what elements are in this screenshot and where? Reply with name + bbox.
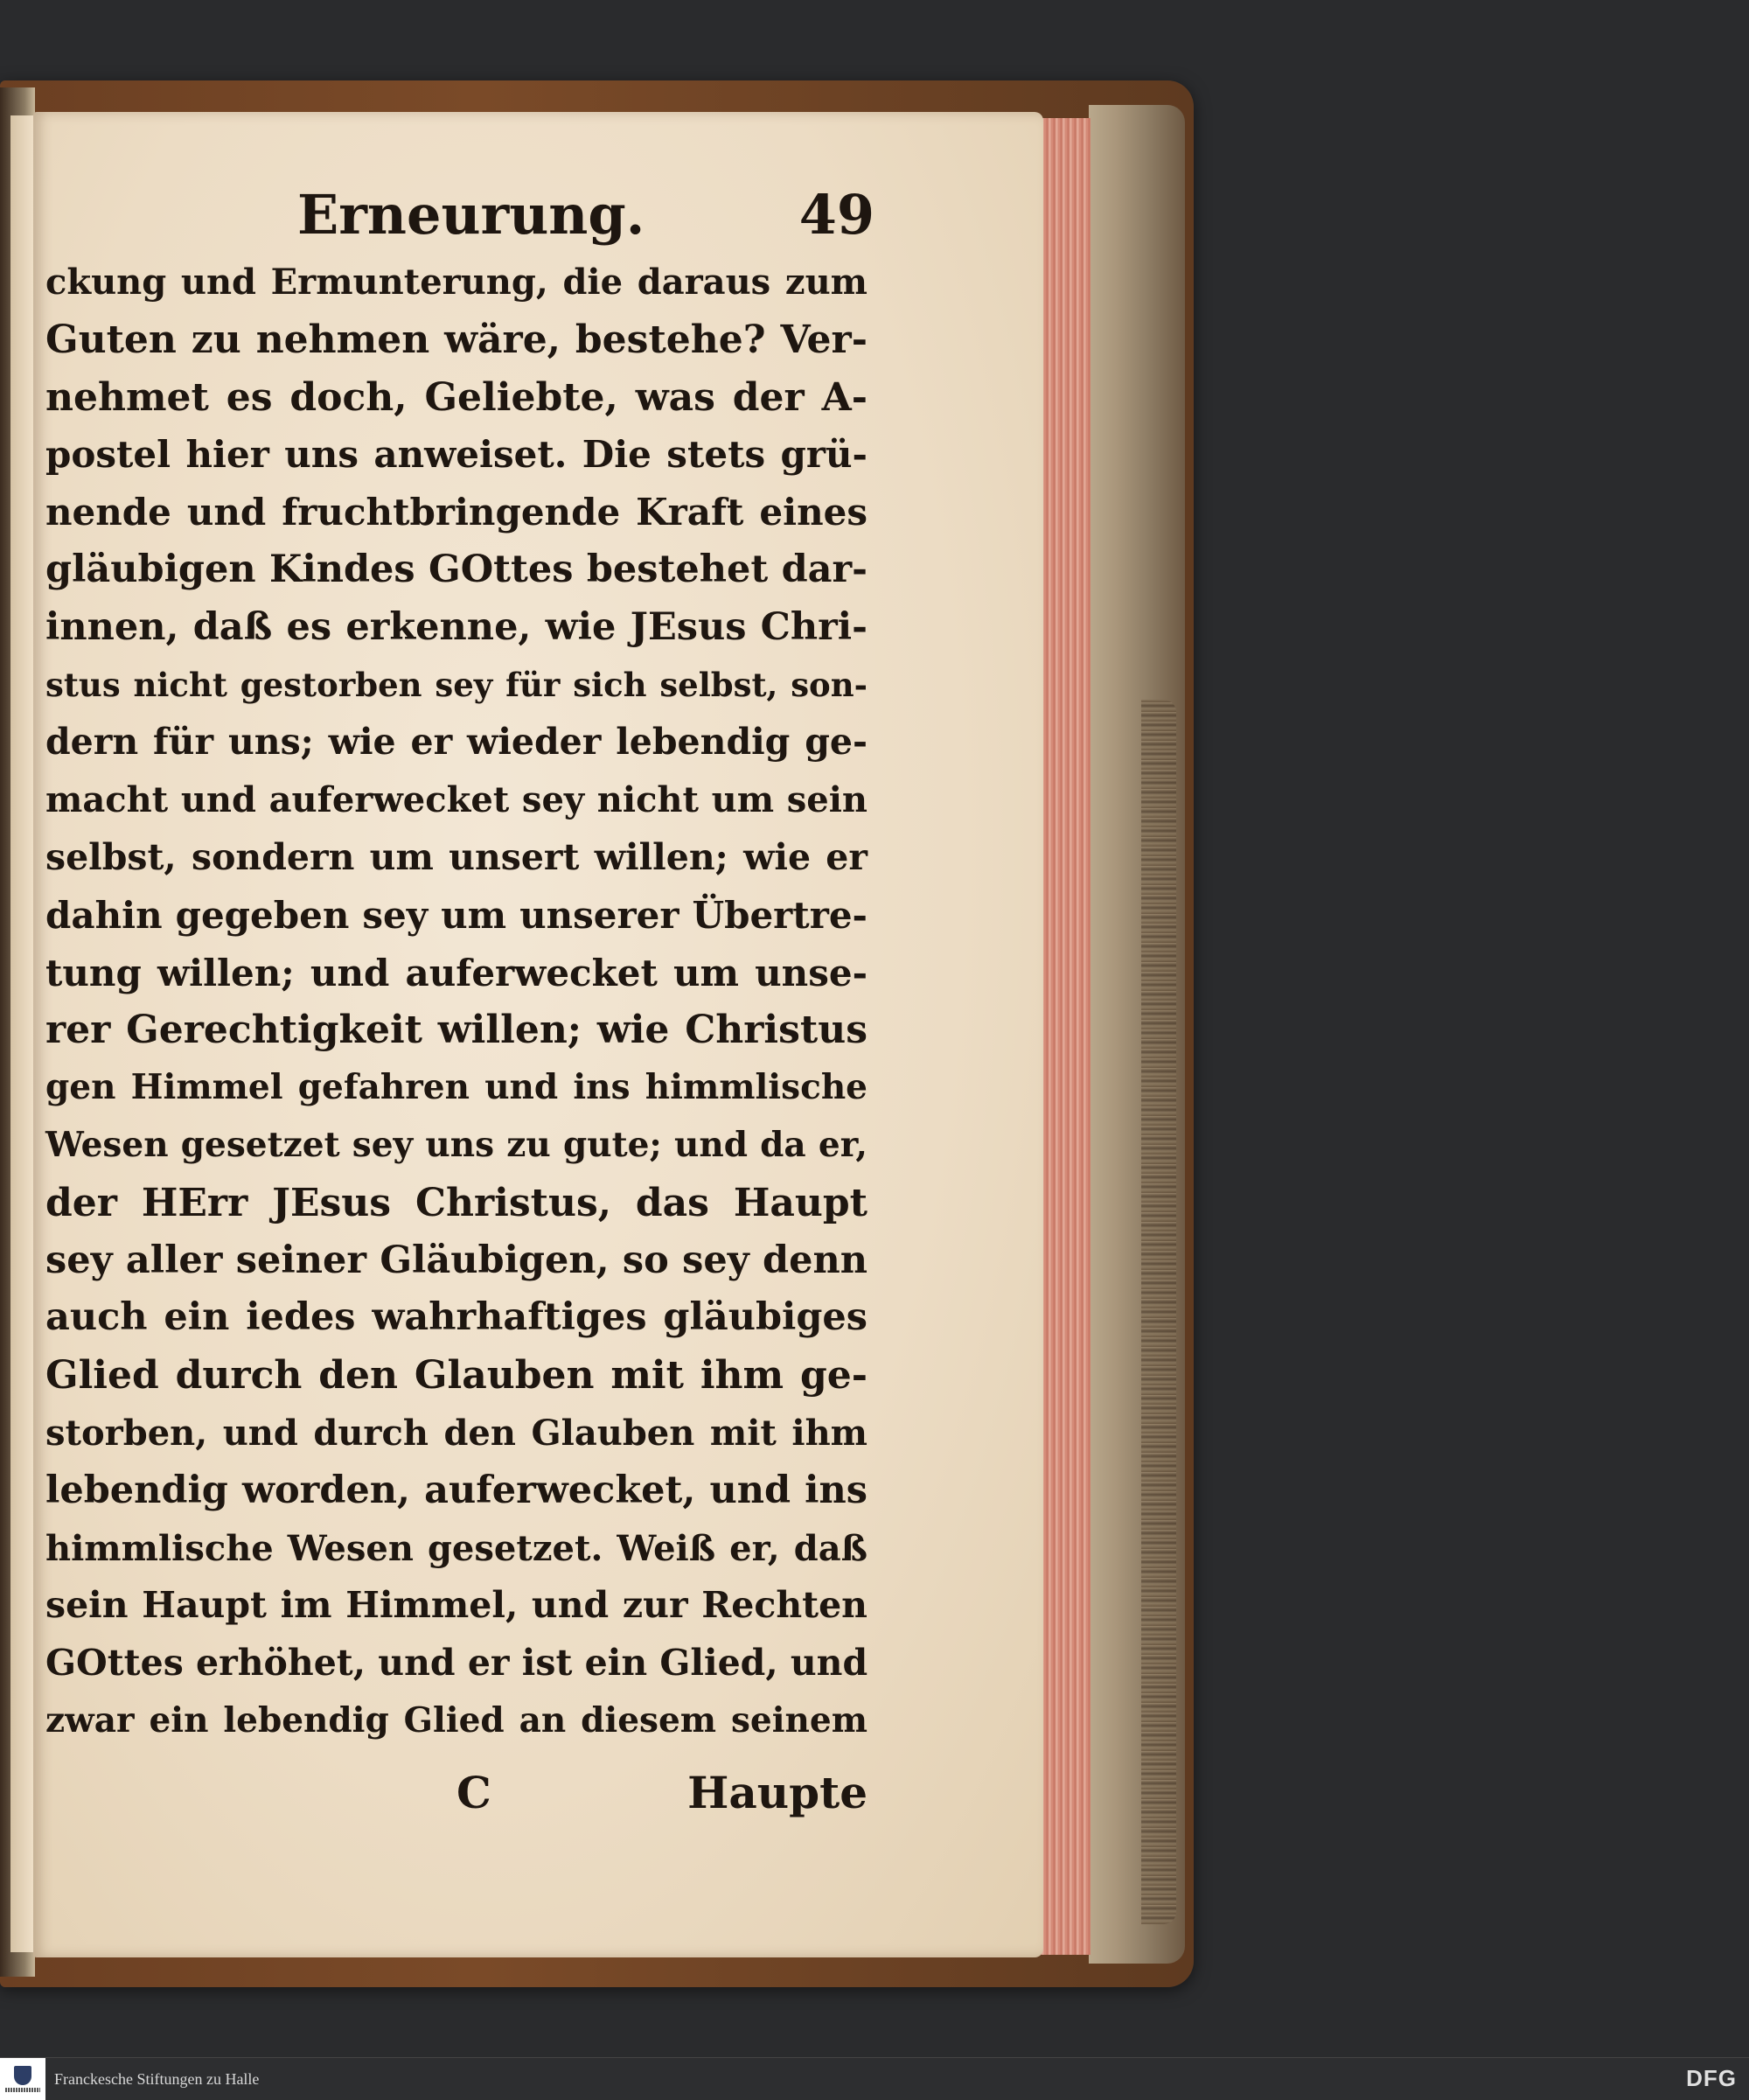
text-line: rer Gerechtigkeit willen; wie Christus — [45, 1008, 868, 1053]
page-body-text — [45, 254, 868, 1750]
text-line: stus nicht gestorben sey für sich selbst, son- — [45, 665, 868, 704]
text-line: Wesen gesetzet sey uns zu gute; und da er, — [45, 1124, 868, 1165]
page-number: 49 — [798, 182, 874, 247]
text-line: lebendig worden, auferwecket, und ins — [45, 1468, 868, 1512]
text-line: nehmet es doch, Geliebte, was der A- — [45, 374, 868, 420]
text-line: Glied durch den Glauben mit ihm ge- — [45, 1353, 868, 1399]
text-line: himmlische Wesen gesetzet. Weiß er, daß — [45, 1527, 868, 1569]
signature-mark: C — [456, 1767, 491, 1818]
text-line: ckung und Ermunterung, die daraus zum — [45, 262, 868, 303]
text-line: Guten zu nehmen wäre, bestehe? Ver- — [45, 317, 868, 362]
catchword: Haupte — [687, 1767, 868, 1818]
board-texture — [1141, 700, 1176, 1924]
text-line: gen Himmel gefahren und ins himmlische — [45, 1067, 868, 1108]
text-line: der HErr JEsus Christus, das Haupt — [45, 1180, 868, 1225]
text-line: macht und auferwecket sey nicht um sein — [45, 779, 868, 821]
text-line: dahin gegeben sey um unserer Übertre- — [45, 893, 868, 937]
text-line: postel hier uns anweiset. Die stets grü- — [45, 433, 868, 477]
text-line: auch ein iedes wahrhaftiges gläubiges — [45, 1295, 868, 1340]
text-line: storben, und durch den Glauben mit ihm — [45, 1412, 868, 1454]
catchline — [45, 1767, 868, 1837]
text-line: innen, daß es erkenne, wie JEsus Chri- — [45, 604, 868, 649]
dfg-logo: DFG — [1686, 2065, 1737, 2091]
text-line: sein Haupt im Himmel, und zur Rechten — [45, 1584, 868, 1627]
text-line: tung willen; und auferwecket um unse- — [45, 951, 868, 994]
page-fore-edge — [1036, 118, 1091, 1955]
running-head — [297, 179, 874, 249]
text-line: selbst, sondern um unsert willen; wie er — [45, 835, 868, 878]
institution-logo-icon — [0, 2058, 45, 2100]
text-line: nende und fruchtbringende Kraft eines — [45, 491, 868, 534]
viewer-footer — [0, 2057, 1749, 2100]
institution-name: Franckesche Stiftungen zu Halle — [54, 2069, 260, 2088]
facing-page-edge — [10, 115, 34, 1952]
text-line: dern für uns; wie er wieder lebendig ge- — [45, 721, 868, 764]
text-line: GOttes erhöhet, und er ist ein Glied, und — [45, 1642, 868, 1685]
text-line: zwar ein lebendig Glied an diesem seinem — [45, 1699, 868, 1741]
text-line: gläubigen Kindes GOttes bestehet dar- — [45, 547, 868, 591]
text-line: sey aller seiner Gläubigen, so sey denn — [45, 1238, 868, 1282]
running-head-title: Erneurung. — [297, 182, 645, 247]
